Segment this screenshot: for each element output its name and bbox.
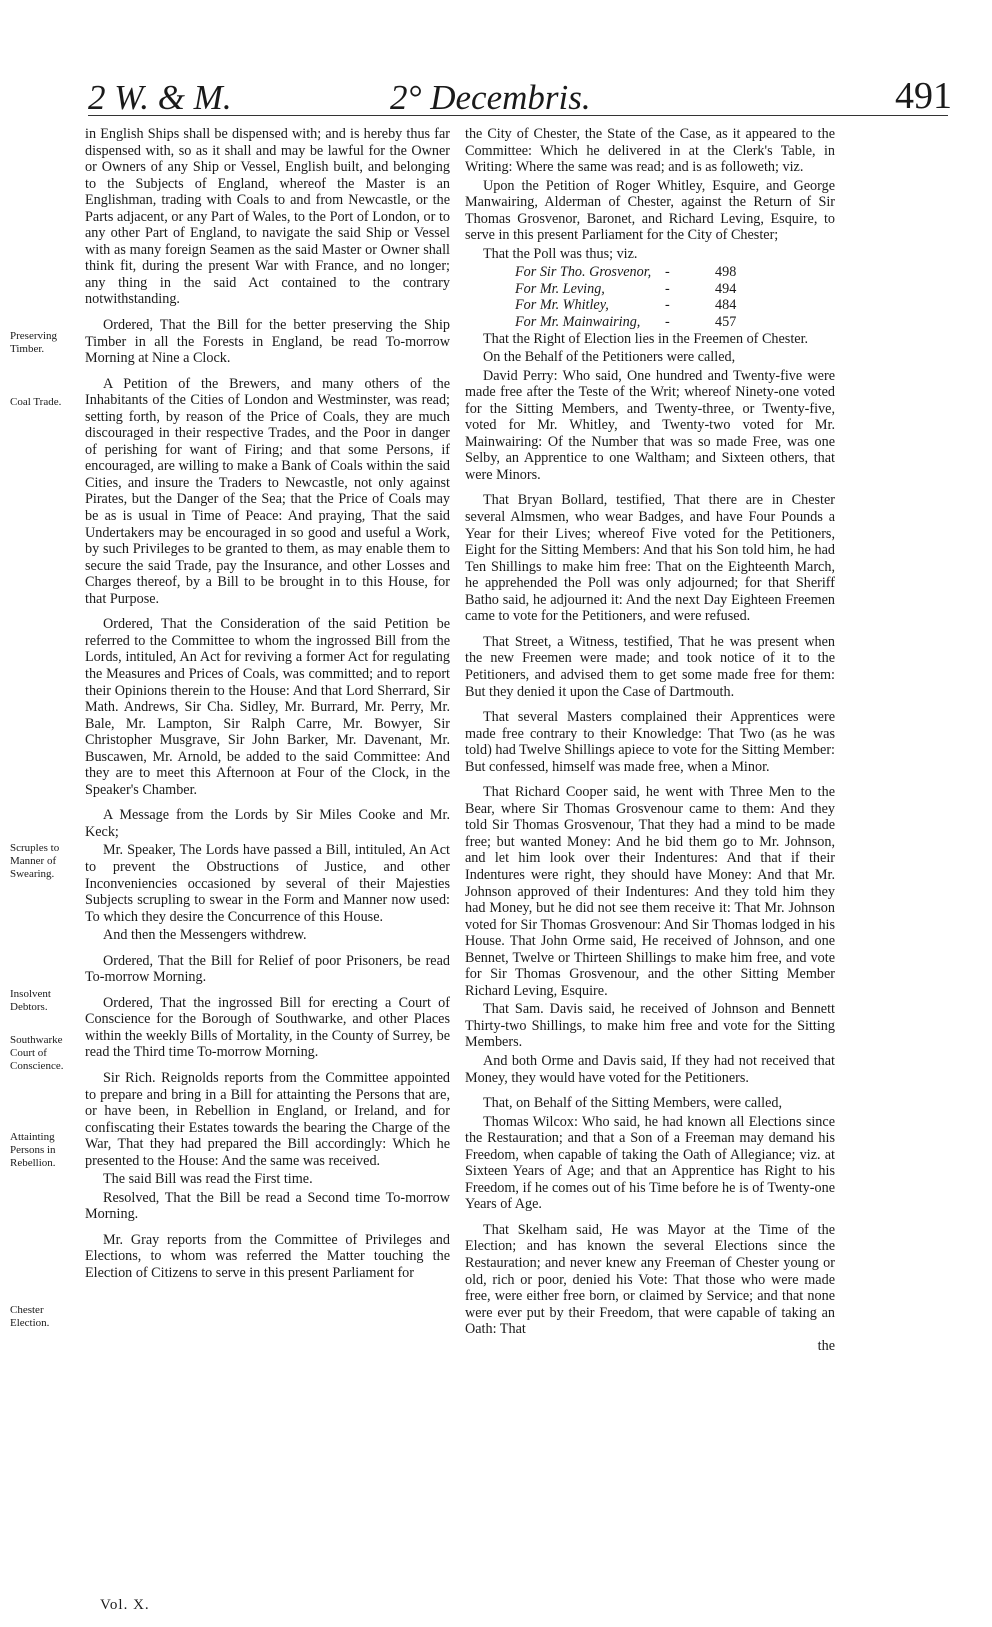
catchword: the bbox=[817, 1337, 835, 1354]
poll-dash: - bbox=[665, 280, 670, 297]
candidate-name: For Mr. Leving, bbox=[515, 280, 605, 297]
paragraph: The said Bill was read the First time. bbox=[103, 1171, 313, 1188]
regnal-year: 2 W. & M. bbox=[88, 78, 232, 117]
poll-dash: - bbox=[665, 314, 670, 331]
margin-note: Preserving Timber. bbox=[10, 330, 58, 355]
date-heading: 2° Decembris. bbox=[390, 78, 591, 117]
right-column bbox=[465, 126, 835, 1354]
paragraph: A Message from the Lords by Sir Miles Cooke and Mr. Keck; bbox=[85, 807, 450, 840]
poll-dash: - bbox=[665, 264, 670, 281]
paragraph: Upon the Petition of Roger Whitley, Esquire, and George Manwairing, Alderman of Chester, against the Return of Sir Thomas Grosvenor, Baronet, and Richard Leving, Esquire, to serve in this present Parliament for the City of Chester; bbox=[465, 177, 835, 244]
paragraph: That the Poll was thus; viz. bbox=[483, 245, 638, 262]
paragraph: That, on Behalf of the Sitting Members, were called, bbox=[483, 1095, 783, 1112]
candidate-name: For Sir Tho. Grosvenor, bbox=[515, 264, 652, 281]
left-column bbox=[85, 126, 450, 1291]
paragraph: That Street, a Witness, testified, That he was present when the new Freemen were made; and took notice of it to the Petitioners, and advised them to get some made free for them: But they denied it upon the Case of Dartmouth. bbox=[465, 633, 835, 700]
vote-count: 498 bbox=[715, 264, 737, 281]
poll-row bbox=[465, 297, 835, 314]
poll-row bbox=[465, 264, 835, 281]
page-number: 491 bbox=[895, 75, 952, 117]
paragraph: Mr. Speaker, The Lords have passed a Bill, intituled, An Act to prevent the Obstructions of Justice, and other Inconveniencies occasioned by several of their Majesties Subjects scrupling to swear in the Form and Manner now used: To which they desire the Concurrence of this House. bbox=[85, 842, 450, 925]
poll-row bbox=[465, 281, 835, 298]
paragraph: And both Orme and Davis said, If they had not received that Money, they would have voted for the Petitioners. bbox=[465, 1052, 835, 1086]
margin-note: Coal Trade. bbox=[10, 396, 62, 408]
header-rule bbox=[88, 115, 948, 116]
paragraph: Ordered, That the Bill for Relief of poor Prisoners, be read To-morrow Morning. bbox=[85, 952, 450, 986]
paragraph: Ordered, That the ingrossed Bill for erecting a Court of Conscience for the Borough of Southwarke, and other Places within the weekly Bills of Mortality, in the County of Surrey, be read the Third time To-morrow Morning. bbox=[85, 994, 450, 1061]
candidate-name: For Mr. Whitley, bbox=[515, 297, 609, 314]
paragraph: Resolved, That the Bill be read a Second time To-morrow Morning. bbox=[85, 1189, 450, 1223]
paragraph: That the Right of Election lies in the Freemen of Chester. bbox=[483, 330, 809, 347]
paragraph: And then the Messengers withdrew. bbox=[103, 927, 307, 944]
paragraph: Mr. Gray reports from the Committee of Privileges and Elections, to whom was referred the Matter touching the Election of Citizens to serve in this present Parliament for bbox=[85, 1231, 450, 1281]
vote-count: 494 bbox=[715, 280, 737, 297]
poll-row bbox=[465, 314, 835, 331]
margin-note: Attainting Persons in Rebellion. bbox=[10, 1131, 56, 1169]
paragraph: That several Masters complained their Apprentices were made free contrary to their Knowledge: That Two (as he was told) had Twelve Shillings apiece to vote for the Sitting Member: But confessed, himself was made free, when a Minor. bbox=[465, 709, 835, 775]
margin-note: Chester Election. bbox=[10, 1304, 50, 1329]
paragraph: A Petition of the Brewers, and many others of the Inhabitants of the Cities of London and Westminster, was read; setting forth, by reason of the Price of Coals, they are much discouraged in their respective Trades, and the Poor in danger of perishing for want of Firing; and that some Persons, if encouraged, are willing to make a Bank of Coals within the said Cities, and insure the Traders to Newcastle, not only against Pirates, but the Danger of the Sea; that the Price of Coals may be as is usual in Time of Peace: And praying, That the said Undertakers may be encouraged in so good and useful a Work, by such Privileges to be granted to them, as may enable them to secure the said Trade, pay the Insurance, and other Losses and Charges thereof, by a Bill to be brought in to this House, for that Purpose. bbox=[85, 375, 450, 607]
paragraph: David Perry: Who said, One hundred and Twenty-five were made free after the Teste of the Writ; whereof Ninety-one voted for the Sitting Members, and Twenty-three, or Twenty-five, voted for Mr. Whitley, and Twenty-two voted for Mr. Mainwairing: Of the Number that was so made Free, was one Selby, an Apprentice to one Waltham; and Sixteen others, that were Minors. bbox=[465, 367, 835, 483]
poll-table bbox=[465, 264, 835, 330]
paragraph: That Sam. Davis said, he received of Johnson and Bennett Thirty-two Shillings, to make him free and vote for the Sitting Members. bbox=[465, 1001, 835, 1051]
paragraph: Sir Rich. Reignolds reports from the Committee appointed to prepare and bring in a Bill for attainting the Persons that are, or have been, in Rebellion in England, or Ireland, and for confiscating their Estates towards the bearing the Charge of the War, That they had prepared the Bill accordingly: Which he presented to the House: And the same was received. bbox=[85, 1069, 450, 1169]
candidate-name: For Mr. Mainwairing, bbox=[515, 314, 641, 331]
paragraph: Thomas Wilcox: Who said, he had known all Elections since the Restauration; and that a Son of a Freeman may demand his Freedom, when capable of taking the Oath of Allegiance; viz. at Sixteen Years of Age; and that an Apprentice has Right to his Freedom, if he comes out of his Time before he is of Twenty-one Years of Age. bbox=[465, 1113, 835, 1213]
paragraph: That Skelham said, He was Mayor at the Time of the Election; and has known the several Elections since the Restauration; and never knew any Freeman of Chester young or old, rich or poor, denied his Vote: That those who were made free, were either free born, or claimed by Service; and that none were ever put by their Freedom, that were capable of taking an Oath: That bbox=[465, 1221, 835, 1338]
paragraph: That Richard Cooper said, he went with Three Men to the Bear, where Sir Thomas Grosvenour came to them: And they told Sir Thomas Grosvenour, That they had a mind to be made free; but wanted Money: And he bid them go to Mr. Johnson, and let him look over their Indentures: And that if their Indentures were right, they should have Money: And that Mr. Johnson approved of their Indentures: And they told him they had Money, but he did not see them receive it: That Mr. Johnson voted for Sir Thomas Grosvenour: And Sir Thomas lodged in his House. That John Orme said, He received of Johnson, and one Bennet, Twelve or Thirteen Shillings to make him free, and vote for Sir Thomas Grosvenour, and the other Sitting Member Richard Leving, Esquire. bbox=[465, 784, 835, 999]
paragraph: Ordered, That the Consideration of the said Petition be referred to the Committee to whom the ingrossed Bill from the Lords, intituled, An Act for reviving a former Act for regulating the Measures and Prices of Coals, was committed; and to report their Opinions therein to the House: And that Lord Sherrard, Sir Math. Andrews, Sir Cha. Sidley, Mr. Burrard, Mr. Perry, Mr. Bale, Mr. Lampton, Sir Ralph Carre, Mr. Bowyer, Sir Christopher Musgrave, Sir John Barker, Mr. Davenant, Mr. Buscawen, Mr. Arnold, be added to the said Committee: And they are to meet this Afternoon at Four of the Clock, in the Speaker's Chamber. bbox=[85, 616, 450, 798]
paragraph: Ordered, That the Bill for the better preserving the Ship Timber in all the Forests in England, be read To-morrow Morning at Nine a Clock. bbox=[85, 317, 450, 367]
paragraph: in English Ships shall be dispensed with; and is hereby thus far dispensed with, so as it shall and may be lawful for the Owner or Owners of any Ship or Vessel, English built, and belonging to the Subjects of England, whereof the Master is an Englishman, trading with Coals to and from Newcastle, or the Parts adjacent, or any Part of Wales, to the Port of London, or to any other Part of England, to navigate the said Ship or Vessel with as many foreign Seamen as the said Master or Owner shall think fit, during the present War with France, and no longer; any thing in the said Act contained to the contrary notwithstanding. bbox=[85, 126, 450, 308]
vote-count: 457 bbox=[715, 314, 737, 331]
margin-note: Insolvent Debtors. bbox=[10, 988, 51, 1013]
margin-note: Scruples to Manner of Swearing. bbox=[10, 842, 60, 880]
paragraph: On the Behalf of the Petitioners were called, bbox=[483, 349, 736, 366]
volume-footer: Vol. X. bbox=[100, 1597, 150, 1613]
paragraph: the City of Chester, the State of the Case, as it appeared to the Committee: Which he delivered in at the Clerk's Table, in Writing: Where the same was read; and is as followeth; viz. bbox=[465, 126, 835, 176]
poll-dash: - bbox=[665, 297, 670, 314]
margin-note: Southwarke Court of Conscience. bbox=[10, 1034, 64, 1072]
paragraph: That Bryan Bollard, testified, That there are in Chester several Almsmen, who wear Badges, and have Four Pounds a Year for their Lives; whereof Five voted for the Petitioners, Eight for the Sitting Members: And that his Son told him, he had Ten Shillings to make him free: That on the Eighteenth March, he apprehended the Poll was only adjourned; for that Sheriff Batho said, he adjourned it: And the next Day Eighteen Freemen came to vote for the Petitioners, and were refused. bbox=[465, 492, 835, 625]
vote-count: 484 bbox=[715, 297, 737, 314]
